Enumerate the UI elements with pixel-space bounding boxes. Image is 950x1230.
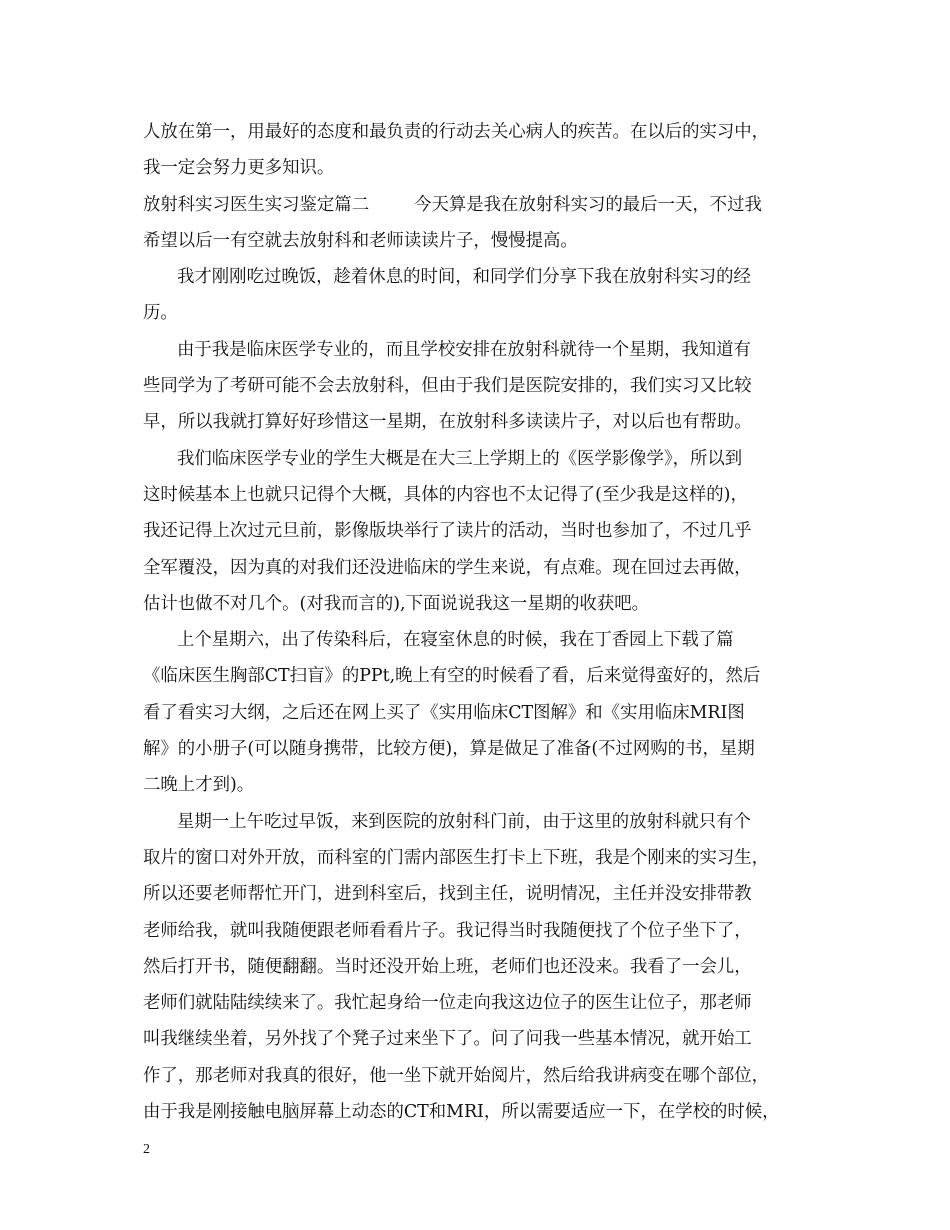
text-line: 老师给我，就叫我随便跟老师看看片子。我记得当时我随便找了个位子坐下了，	[143, 920, 752, 941]
section-heading-continuation: 今天算是我在放射科实习的最后一天，不过我	[414, 194, 762, 215]
text-line: 看了看实习大纲，之后还在网上买了《实用临床CT图解》和《实用临床MRI图	[143, 702, 745, 723]
paragraph-start: 星期一上午吃过早饭，来到医院的放射科门前，由于这里的放射科就只有个	[177, 811, 751, 832]
text-line: 估计也做不对几个。(对我而言的),下面说说我这一星期的收获吧。	[143, 593, 650, 614]
text-line: 我还记得上次过元旦前，影像版块举行了读片的活动，当时也参加了，不过几乎	[143, 521, 752, 542]
text-line: 我一定会努力更多知识。	[143, 158, 335, 179]
text-line: 《临床医生胸部CT扫盲》的PPt,晚上有空的时候看了看，后来觉得蛮好的，然后	[143, 666, 761, 687]
text-line: 叫我继续坐着，另外找了个凳子过来坐下了。问了问我一些基本情况，就开始工	[143, 1029, 752, 1050]
document-body	[143, 114, 811, 1130]
text-line: 希望以后一有空就去放射科和老师读读片子，慢慢提高。	[143, 230, 578, 251]
text-line: 所以还要老师帮忙开门，进到科室后，找到主任，说明情况，主任并没安排带教	[143, 884, 752, 905]
text-line: 然后打开书，随便翻翻。当时还没开始上班，老师们也还没来。我看了一会儿，	[143, 956, 752, 977]
text-line: 老师们就陆陆续续来了。我忙起身给一位走向我这边位子的医生让位子，那老师	[143, 993, 752, 1014]
text-line: 这时候基本上也就只记得个大概，具体的内容也不太记得了(至少我是这样的)，	[143, 484, 748, 505]
paragraph-start: 上个星期六，出了传染科后，在寝室休息的时候，我在丁香园上下载了篇	[177, 630, 734, 651]
text-line: 解》的小册子(可以随身携带，比较方便)，算是做足了准备(不过网购的书，星期	[143, 739, 755, 760]
paragraph-start: 我们临床医学专业的学生大概是在大三上学期上的《医学影像学》，所以到	[177, 448, 743, 469]
text-line: 些同学为了考研可能不会去放射科，但由于我们是医院安排的，我们实习又比较	[143, 376, 752, 397]
text-line: 取片的窗口对外开放，而科室的门需内部医生打卡上下班，我是个刚来的实习生，	[143, 847, 770, 868]
text-line: 早，所以我就打算好好珍惜这一星期，在放射科多读读片子，对以后也有帮助。	[143, 412, 752, 433]
paragraph-start: 我才刚刚吃过晚饭，趁着休息的时间，和同学们分享下我在放射科实习的经	[177, 267, 751, 288]
text-line: 二晚上才到)。	[143, 775, 255, 796]
text-line: 历。	[143, 303, 178, 324]
text-line: 作了，那老师对我真的很好，他一坐下就开始阅片，然后给我讲病变在哪个部位，	[143, 1065, 770, 1086]
paragraph-start: 由于我是临床医学专业的，而且学校安排在放射科就待一个星期，我知道有	[177, 339, 751, 360]
text-line: 由于我是刚接触电脑屏幕上动态的CT和MRI，所以需要适应一下，在学校的时候，	[143, 1102, 780, 1123]
text-line: 全军覆没，因为真的对我们还没进临床的学生来说，有点难。现在回过去再做，	[143, 557, 752, 578]
section-heading-line	[143, 187, 811, 223]
section-heading: 放射科实习医生实习鉴定篇二	[143, 194, 370, 215]
text-line: 人放在第一，用最好的态度和最负责的行动去关心病人的疾苦。在以后的实习中，	[143, 122, 770, 142]
page-number: 2	[143, 1142, 150, 1157]
